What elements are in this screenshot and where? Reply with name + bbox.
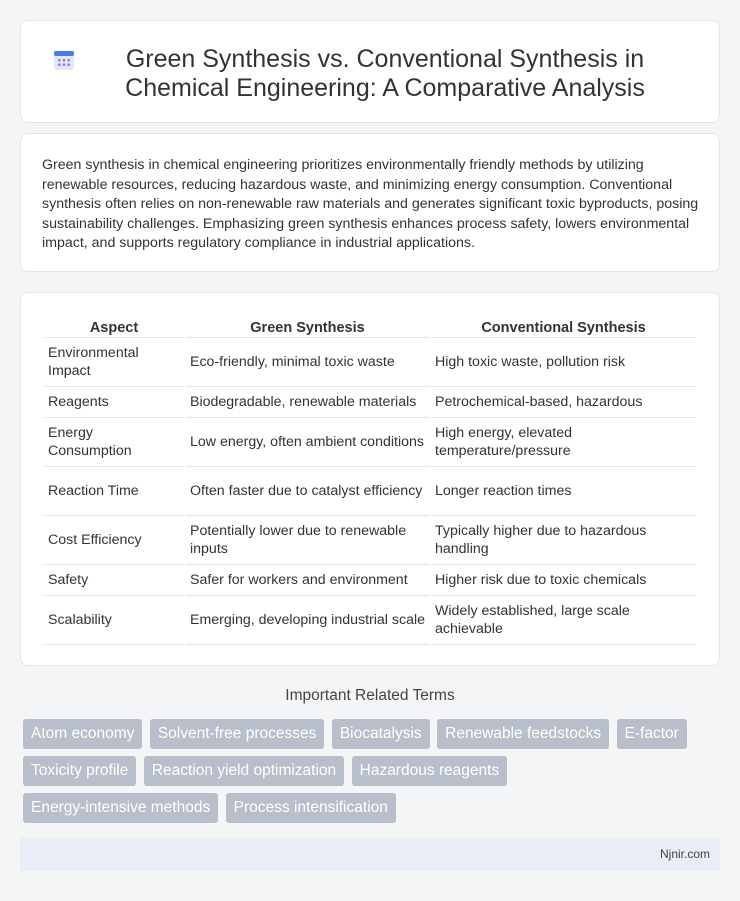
- table-cell: Eco-friendly, minimal toxic waste: [186, 338, 429, 387]
- title-card: [20, 20, 720, 123]
- table-cell: Safety: [44, 565, 184, 596]
- related-terms-list: [23, 719, 713, 830]
- comparison-table: [42, 314, 698, 645]
- table-cell: Energy Consumption: [44, 418, 184, 467]
- term-tag[interactable]: E-factor: [617, 719, 687, 749]
- term-tag[interactable]: Hazardous reagents: [352, 756, 508, 786]
- related-terms-heading: Important Related Terms: [285, 687, 455, 704]
- table-cell: Cost Efficiency: [44, 516, 184, 565]
- table-cell: Environmental Impact: [44, 338, 184, 387]
- table-row: [44, 565, 696, 596]
- table-cell: Typically higher due to hazardous handling: [431, 516, 696, 565]
- table-row: [44, 338, 696, 387]
- table-row: [44, 387, 696, 418]
- term-tag[interactable]: Solvent-free processes: [150, 719, 325, 749]
- column-header-aspect: Aspect: [44, 314, 184, 338]
- table-row: [44, 596, 696, 645]
- table-row: [44, 467, 696, 516]
- table-cell: Scalability: [44, 596, 184, 645]
- table-cell: Reagents: [44, 387, 184, 418]
- table-cell: Emerging, developing industrial scale: [186, 596, 429, 645]
- intro-card: [20, 133, 720, 272]
- column-header-conventional: Conventional Synthesis: [431, 314, 696, 338]
- table-header-row: [44, 314, 696, 338]
- table-cell: Longer reaction times: [431, 467, 696, 516]
- table-cell: Safer for workers and environment: [186, 565, 429, 596]
- table-cell: Potentially lower due to renewable inputs: [186, 516, 429, 565]
- table-cell: Often faster due to catalyst efficiency: [186, 467, 429, 516]
- footer-site-link[interactable]: Njnir.com: [659, 847, 710, 861]
- table-cell: Low energy, often ambient conditions: [186, 418, 429, 467]
- intro-paragraph: Green synthesis in chemical engineering prioritizes environmentally friendly methods by utilizing renewable resources, reducing hazardous waste, and minimizing energy consumption. Conventional synthesis often relies on non-renewable raw materials and generates significant toxic byproducts, posing sustainability challenges. Emphasizing green synthesis enhances process safety, lowers environmental impact, and supports regulatory compliance in industrial applications.: [42, 157, 699, 251]
- term-tag[interactable]: Energy-intensive methods: [23, 793, 218, 823]
- term-tag[interactable]: Toxicity profile: [23, 756, 136, 786]
- table-cell: High toxic waste, pollution risk: [431, 338, 696, 387]
- column-header-green: Green Synthesis: [186, 314, 429, 338]
- term-tag[interactable]: Atom economy: [23, 719, 142, 749]
- term-tag[interactable]: Renewable feedstocks: [437, 719, 609, 749]
- table-cell: Higher risk due to toxic chemicals: [431, 565, 696, 596]
- term-tag[interactable]: Process intensification: [226, 793, 396, 823]
- table-cell: Petrochemical-based, hazardous: [431, 387, 696, 418]
- table-row: [44, 418, 696, 467]
- page-title: Green Synthesis vs. Conventional Synthesis in Chemical Engineering: A Comparative Analysis: [125, 45, 645, 102]
- term-tag[interactable]: Reaction yield optimization: [144, 756, 344, 786]
- comparison-card: [20, 292, 720, 666]
- table-cell: High energy, elevated temperature/pressure: [431, 418, 696, 467]
- term-tag[interactable]: Biocatalysis: [332, 719, 430, 749]
- table-row: [44, 516, 696, 565]
- table-cell: Reaction Time: [44, 467, 184, 516]
- footer: [20, 838, 720, 871]
- table-cell: Widely established, large scale achievable: [431, 596, 696, 645]
- table-cell: Biodegradable, renewable materials: [186, 387, 429, 418]
